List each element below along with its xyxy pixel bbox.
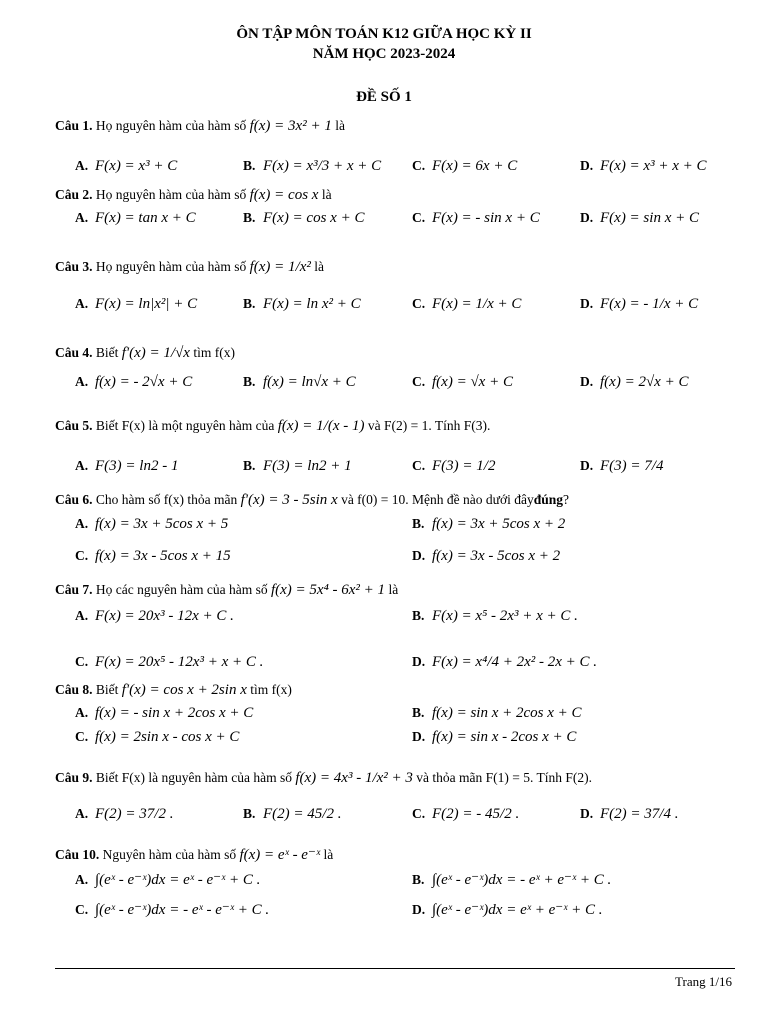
option-a[interactable]: A. F(x) = ln|x²| + C bbox=[75, 296, 198, 312]
question-tail: tìm f(x) bbox=[250, 682, 292, 697]
option-a[interactable]: A. F(x) = 20x³ - 12x + C . bbox=[75, 608, 234, 624]
question-number: Câu 8. bbox=[55, 682, 93, 697]
option-c[interactable]: C. F(x) = - sin x + C bbox=[412, 210, 540, 226]
question-5 bbox=[55, 418, 490, 435]
question-3 bbox=[55, 259, 324, 276]
question-text: Họ các nguyên hàm của hàm số bbox=[95, 582, 268, 597]
option-d[interactable]: D. F(2) = 37/4 . bbox=[580, 806, 679, 822]
option-a[interactable]: A. f(x) = - 2√x + C bbox=[75, 374, 193, 390]
question-expression: f(x) = 1/x² bbox=[249, 259, 311, 275]
question-8 bbox=[55, 682, 292, 699]
option-d[interactable]: D. f(x) = sin x - 2cos x + C bbox=[412, 729, 577, 745]
option-c[interactable]: C. F(x) = 1/x + C bbox=[412, 296, 522, 312]
question-expression: f(x) = 4x³ - 1/x² + 3 bbox=[295, 770, 413, 786]
question-expression: f(x) = eˣ - e⁻ˣ bbox=[239, 847, 321, 863]
question-6: Câu 6. Cho hàm số f(x) thỏa mãn f'(x) = 3 - 5sin x và f(0) = 10. Mệnh đề nào dưới đâyđúng? bbox=[55, 492, 569, 508]
option-a[interactable]: A. ∫(eˣ - e⁻ˣ)dx = eˣ - e⁻ˣ + C . bbox=[75, 872, 261, 888]
option-b[interactable]: B. F(3) = ln2 + 1 bbox=[243, 458, 352, 474]
question-tail: là bbox=[314, 259, 324, 274]
option-d[interactable]: D. F(3) = 7/4 bbox=[580, 458, 664, 474]
question-expression: f'(x) = cos x + 2sin x bbox=[121, 682, 247, 698]
question-number: Câu 5. bbox=[55, 418, 93, 433]
question-number: Câu 9. bbox=[55, 770, 93, 785]
question-number: Câu 6. bbox=[55, 492, 93, 507]
question-tail: là bbox=[321, 187, 332, 202]
option-c[interactable]: C. f(x) = √x + C bbox=[412, 374, 513, 390]
question-expression: f'(x) = 1/√x bbox=[121, 345, 190, 361]
question-tail: là bbox=[335, 118, 345, 133]
option-a[interactable]: A. F(x) = x³ + C bbox=[75, 158, 178, 174]
question-text: Biết F(x) là nguyên hàm của hàm số bbox=[95, 770, 292, 785]
option-d[interactable]: D. F(x) = x³ + x + C bbox=[580, 158, 707, 174]
question-text: Cho hàm số f(x) thỏa mãn bbox=[95, 492, 238, 507]
option-b[interactable]: B. f(x) = ln√x + C bbox=[243, 374, 356, 390]
option-b[interactable]: B. f(x) = 3x + 5cos x + 2 bbox=[412, 516, 566, 532]
option-b[interactable]: B. F(x) = ln x² + C bbox=[243, 296, 361, 312]
question-expression: f(x) = cos x bbox=[249, 187, 319, 203]
option-c[interactable]: C. F(x) = 6x + C bbox=[412, 158, 518, 174]
question-number: Câu 10. bbox=[55, 847, 100, 862]
footer-divider bbox=[55, 968, 735, 969]
option-c[interactable]: C. f(x) = 3x - 5cos x + 15 bbox=[75, 548, 231, 564]
question-text: Họ nguyên hàm của hàm số bbox=[95, 187, 247, 202]
option-d[interactable]: D. F(x) = sin x + C bbox=[580, 210, 699, 226]
option-c[interactable]: C. ∫(eˣ - e⁻ˣ)dx = - eˣ - e⁻ˣ + C . bbox=[75, 902, 270, 918]
question-tail: và F(2) = 1. Tính F(3). bbox=[367, 418, 491, 433]
option-b[interactable]: B. F(x) = x⁵ - 2x³ + x + C . bbox=[412, 608, 578, 624]
option-b[interactable]: B. f(x) = sin x + 2cos x + C bbox=[412, 705, 582, 721]
question-expression: f(x) = 5x⁴ - 6x² + 1 bbox=[270, 582, 386, 598]
option-d[interactable]: D. F(x) = - 1/x + C bbox=[580, 296, 699, 312]
document-title: ÔN TẬP MÔN TOÁN K12 GIỮA HỌC KỲ II bbox=[236, 26, 532, 42]
question-text: Họ nguyên hàm của hàm số bbox=[95, 118, 247, 133]
option-b[interactable]: B. ∫(eˣ - e⁻ˣ)dx = - eˣ + e⁻ˣ + C . bbox=[412, 872, 612, 888]
question-4 bbox=[55, 345, 235, 362]
question-number: Câu 3. bbox=[55, 259, 93, 274]
option-d[interactable]: D. F(x) = x⁴/4 + 2x² - 2x + C . bbox=[412, 654, 598, 670]
option-c[interactable]: C. F(3) = 1/2 bbox=[412, 458, 496, 474]
question-2 bbox=[55, 187, 332, 204]
question-text: Họ nguyên hàm của hàm số bbox=[95, 259, 247, 274]
option-a[interactable]: A. F(x) = tan x + C bbox=[75, 210, 196, 226]
question-tail: là bbox=[323, 847, 334, 862]
option-b[interactable]: B. F(x) = x³/3 + x + C bbox=[243, 158, 382, 174]
page-number: Trang 1/16 bbox=[675, 974, 732, 989]
option-b[interactable]: B. F(x) = cos x + C bbox=[243, 210, 365, 226]
question-expression: f(x) = 1/(x - 1) bbox=[277, 418, 365, 434]
option-d[interactable]: D. f(x) = 3x - 5cos x + 2 bbox=[412, 548, 561, 564]
question-tail: và thỏa mãn F(1) = 5. Tính F(2). bbox=[416, 770, 592, 785]
option-a[interactable]: A. f(x) = - sin x + 2cos x + C bbox=[75, 705, 254, 721]
question-text: Biết F(x) là một nguyên hàm của bbox=[95, 418, 275, 433]
question-tail: tìm f(x) bbox=[193, 345, 235, 360]
question-text: Nguyên hàm của hàm số bbox=[102, 847, 237, 862]
option-c[interactable]: C. F(x) = 20x⁵ - 12x³ + x + C . bbox=[75, 654, 264, 670]
option-d[interactable]: D. ∫(eˣ - e⁻ˣ)dx = eˣ + e⁻ˣ + C . bbox=[412, 902, 603, 918]
question-number: Câu 1. bbox=[55, 118, 93, 133]
question-tail: và f(0) = 10. Mệnh đề nào dưới đây bbox=[341, 492, 534, 507]
school-year: NĂM HỌC 2023-2024 bbox=[312, 46, 456, 62]
option-a[interactable]: A. F(2) = 37/2 . bbox=[75, 806, 174, 822]
option-a[interactable]: A. F(3) = ln2 - 1 bbox=[75, 458, 179, 474]
question-7 bbox=[55, 582, 398, 599]
question-9 bbox=[55, 770, 592, 787]
question-tail: là bbox=[388, 582, 399, 597]
question-text: Biết bbox=[95, 682, 119, 697]
option-c[interactable]: C. F(2) = - 45/2 . bbox=[412, 806, 520, 822]
question-number: Câu 4. bbox=[55, 345, 93, 360]
question-number: Câu 7. bbox=[55, 582, 93, 597]
question-1 bbox=[55, 118, 345, 135]
question-10 bbox=[55, 845, 333, 864]
question-number: Câu 2. bbox=[55, 187, 93, 202]
option-b[interactable]: B. F(2) = 45/2 . bbox=[243, 806, 342, 822]
exam-number: ĐỀ SỐ 1 bbox=[356, 89, 412, 105]
option-c[interactable]: C. f(x) = 2sin x - cos x + C bbox=[75, 729, 240, 745]
option-a[interactable]: A. f(x) = 3x + 5cos x + 5 bbox=[75, 516, 229, 532]
question-emphasis: đúng bbox=[533, 492, 563, 507]
question-expression: f'(x) = 3 - 5sin x bbox=[240, 492, 338, 508]
question-text: Biết bbox=[95, 345, 119, 360]
question-expression: f(x) = 3x² + 1 bbox=[249, 118, 332, 134]
option-d[interactable]: D. f(x) = 2√x + C bbox=[580, 374, 689, 390]
